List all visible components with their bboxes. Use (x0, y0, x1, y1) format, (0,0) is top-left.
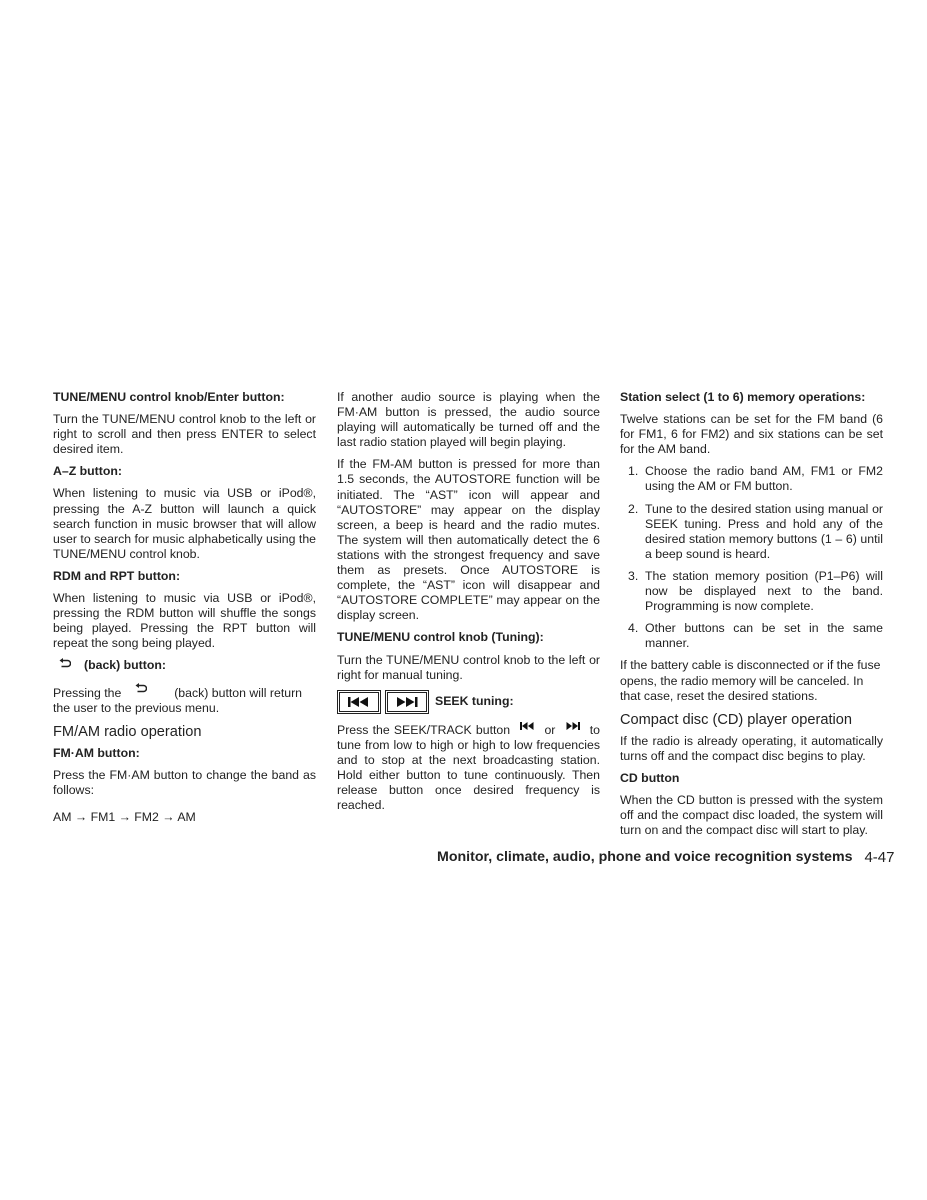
step-text: Choose the radio band AM, FM1 or FM2 using the AM or FM button. (645, 464, 883, 494)
section-title-cd: Compact disc (CD) player operation (620, 711, 852, 728)
para-az-button: When listening to music via USB or iPod®, pressing the A-Z button will launch a quick search function in music browser that will allow user to search for music alphabetically using the TUNE/MENU control knob. (53, 486, 316, 561)
skip-next-icon (566, 719, 580, 734)
step-number: 2. (628, 501, 639, 516)
para-back-post: (back) button will return the user to the previous menu. (53, 685, 303, 715)
para-tune-enter: Turn the TUNE/MENU control knob to the left or right to scroll and then press ENTER to select desired item. (53, 412, 316, 457)
column-middle (337, 390, 600, 820)
heading-tune-enter: TUNE/MENU control knob/Enter button: (53, 390, 285, 404)
list-item (620, 464, 883, 494)
para-cd-button: When the CD button is pressed with the system off and the compact disc loaded, the system will turn on and the compact disc will start to play. (620, 792, 883, 838)
footer-chapter-title: Monitor, climate, audio, phone and voice recognition systems (437, 849, 853, 865)
list-item (620, 569, 883, 614)
para-cd-intro: If the radio is already operating, it automatically turns off and the compact disc begins to play. (620, 733, 883, 763)
para-tuning: Turn the TUNE/MENU control knob to the left or right for manual tuning. (337, 652, 600, 682)
back-arrow-icon (59, 658, 71, 673)
step-text: Other buttons can be set in the same manner. (645, 621, 883, 651)
skip-previous-icon (520, 719, 534, 734)
para-seek-pre: Press the SEEK/TRACK button (337, 722, 511, 737)
para-battery: If the battery cable is disconnected or if the fuse opens, the radio memory will be canceled. In that case, reset the desired stations. (620, 658, 881, 703)
heading-station-select: Station select (1 to 6) memory operations: (620, 390, 866, 404)
para-back-button (53, 686, 316, 716)
heading-tuning: TUNE/MENU control knob (Tuning): (337, 630, 544, 645)
column-right (620, 390, 883, 845)
section-title-fmam: FM/AM radio operation (53, 723, 202, 740)
heading-cd-button: CD button (620, 770, 680, 785)
step-text: Tune to the desired station using manual or SEEK tuning. Press and hold any of the desired station memory buttons (1 – 6) until a beep sound is heard. (645, 501, 883, 561)
para-rdm-rpt: When listening to music via USB or iPod®, pressing the RDM button will shuffle the songs being played. Pressing the RPT button will repeat the song being played. (53, 591, 316, 651)
para-seek (337, 723, 600, 814)
station-memory-steps (620, 464, 883, 651)
para-seek-or: or (544, 722, 556, 737)
seek-tuning-row (337, 690, 600, 714)
para-seek-post: to tune from low to high or high to low frequencies and to stop at the next broadcasting station. Hold either button to tune continuously. Then release button once desired frequency is reached. (337, 722, 600, 813)
list-item (620, 621, 883, 651)
para-station-select: Twelve stations can be set for the FM band (6 for FM1, 6 for FM2) and six stations can be set for the AM band. (620, 412, 883, 457)
para-other-source: If another audio source is playing when the FM·AM button is pressed, the audio source playing will automatically be turned off and the last radio station played will begin playing. (337, 390, 600, 450)
para-autostore: If the FM-AM button is pressed for more than 1.5 seconds, the AUTOSTORE function will be initiated. The “AST” icon will appear and “AUTOSTORE” may appear on the display screen, a beep is heard and the radio mutes. The system will then automatically detect the 6 stations with the strongest frequency and save them as presets. Once AUTOSTORE is complete, the “AST” icon will disappear and “AUTOSTORE COMPLETE” may appear on the display screen. (337, 457, 600, 623)
para-band-sequence: AM → FM1 → FM2 → AM (53, 810, 196, 825)
column-left (53, 390, 316, 832)
skip-previous-icon (348, 697, 370, 707)
seek-previous-button-graphic (337, 690, 381, 714)
step-text: The station memory position (P1–P6) will now be displayed next to the band. Programming is now complete. (645, 568, 883, 614)
seek-tuning-label: SEEK tuning: (435, 694, 514, 709)
para-fmam-button: Press the FM·AM button to change the band as follows: (53, 767, 316, 798)
para-back-pre: Pressing the (53, 685, 122, 700)
list-item (620, 502, 883, 562)
page-footer (437, 849, 895, 866)
page-number: 4-47 (864, 849, 895, 866)
step-number: 3. (628, 568, 639, 583)
heading-az-button: A–Z button: (53, 464, 122, 479)
seek-next-button-graphic (385, 690, 429, 714)
step-number: 4. (628, 621, 639, 636)
heading-fmam-button: FM·AM button: (53, 745, 140, 760)
back-arrow-icon (135, 683, 147, 698)
heading-rdm-rpt: RDM and RPT button: (53, 568, 181, 583)
heading-back-label: (back) button: (84, 658, 166, 673)
heading-back-button (53, 658, 316, 673)
skip-next-icon (396, 697, 418, 707)
step-number: 1. (628, 464, 639, 479)
